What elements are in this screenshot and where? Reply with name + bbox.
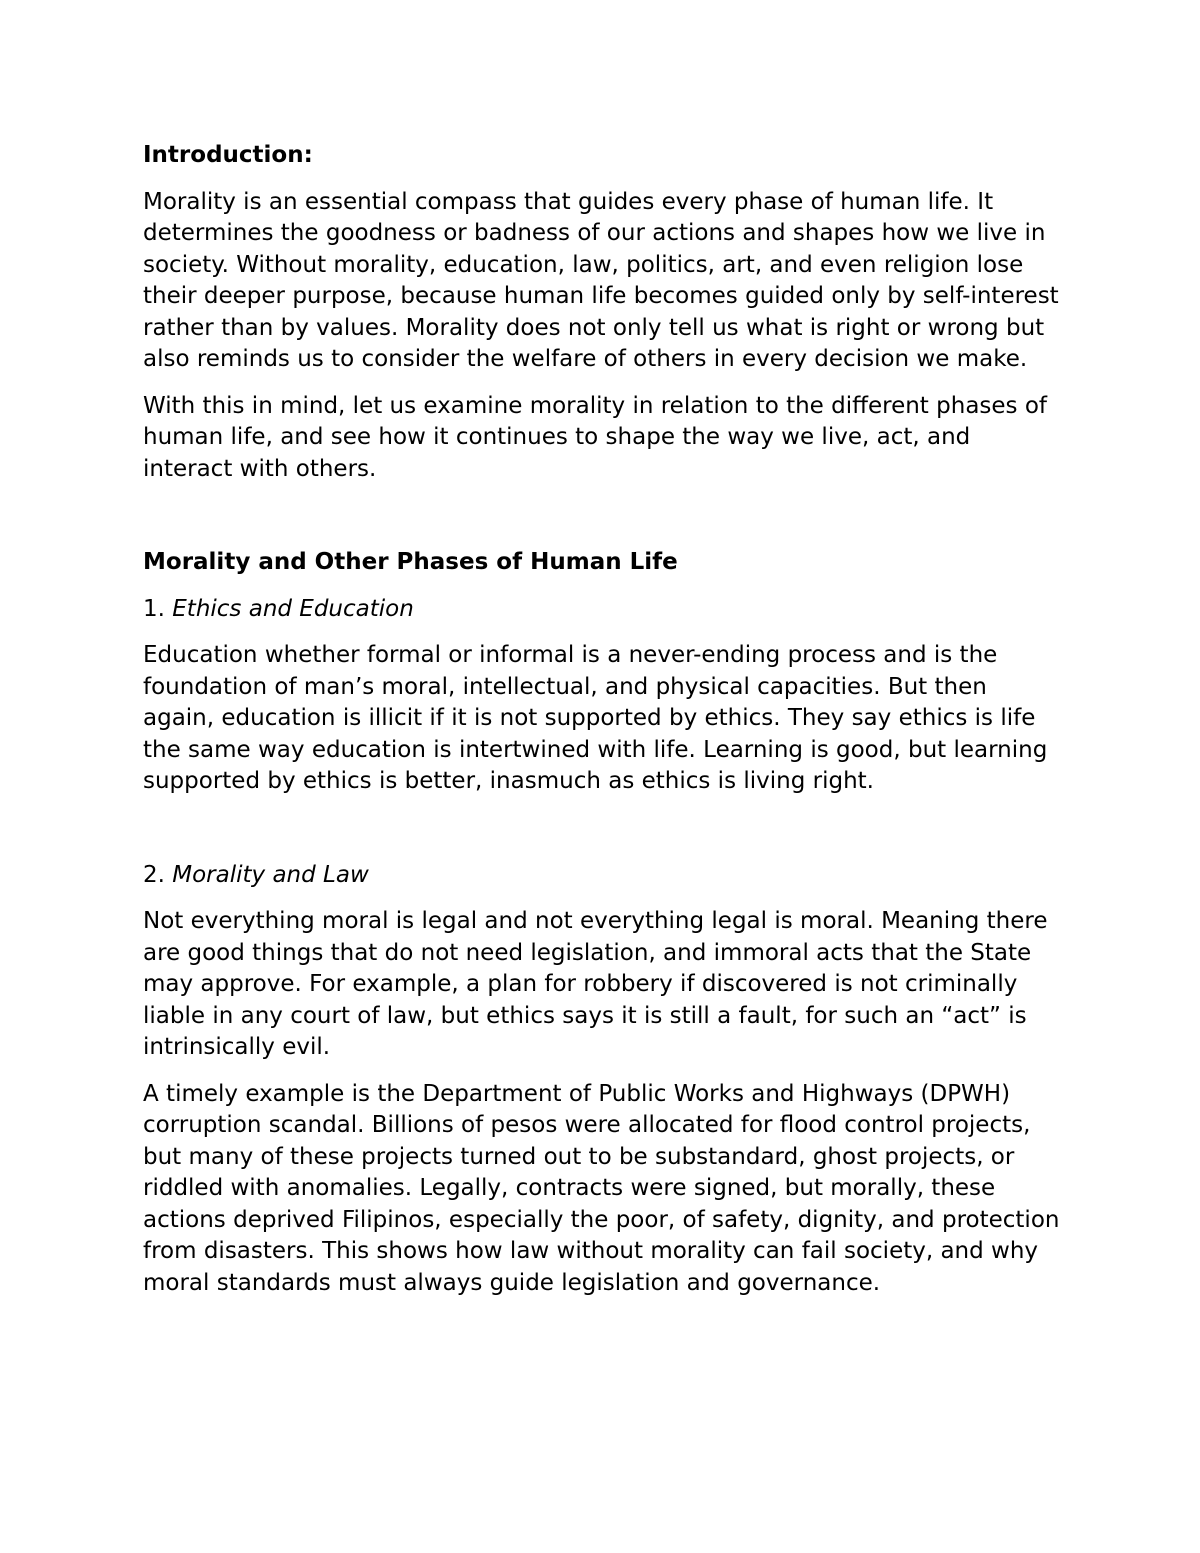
- document-page: [143, 140, 1063, 1314]
- item-2-number: 2.: [143, 861, 165, 888]
- item-spacer: [143, 813, 1063, 860]
- item-2-paragraph-2: A timely example is the Department of Public Works and Highways (DPWH) corruption scandal. Billions of pesos were allocated for flood control projects, but many of these projects turned out to be substandard, ghost projects, or riddled with anomalies. Legally, contracts were signed, but morally, these actions deprived Filipinos, especially the poor, of safety, dignity, and protection from disasters. This shows how law without morality can fail society, and why moral standards must always guide legislation and governance.: [143, 1080, 1060, 1296]
- item-1-title-line: [143, 594, 1063, 626]
- section-spacer: [143, 500, 1063, 547]
- item-2-title-line: [143, 860, 1063, 892]
- section-heading: Morality and Other Phases of Human Life: [143, 549, 678, 575]
- intro-paragraph-2: With this in mind, let us examine morality in relation to the different phases of human life, and see how it continues to shape the way we live, act, and interact with others.: [143, 392, 1048, 482]
- item-1-title: Ethics and Education: [172, 595, 414, 622]
- intro-paragraph-1: Morality is an essential compass that guides every phase of human life. It determines the goodness or badness of our actions and shapes how we live in society. Without morality, education, law, politics, art, and even religion lose their deeper purpose, because human life becomes guided only by self-interest rather than by values. Morality does not only tell us what is right or wrong but also reminds us to consider the welfare of others in every decision we make.: [143, 188, 1059, 372]
- item-1-number: 1.: [143, 595, 165, 622]
- item-1-paragraph-1: Education whether formal or informal is a never-ending process and is the foundation of man’s moral, intellectual, and physical capacities. But then again, education is illicit if it is not supported by ethics. They say ethics is life the same way education is intertwined with life. Learning is good, but learning supported by ethics is better, inasmuch as ethics is living right.: [143, 642, 1048, 794]
- item-2-paragraph-1: Not everything moral is legal and not everything legal is moral. Meaning there are good things that do not need legislation, and immoral acts that the State may approve. For example, a plan for robbery if discovered is not criminally liable in any court of law, but ethics says it is still a fault, for such an “act” is intrinsically evil.: [143, 908, 1048, 1060]
- item-2-title: Morality and Law: [172, 861, 369, 888]
- intro-heading: Introduction:: [143, 142, 313, 168]
